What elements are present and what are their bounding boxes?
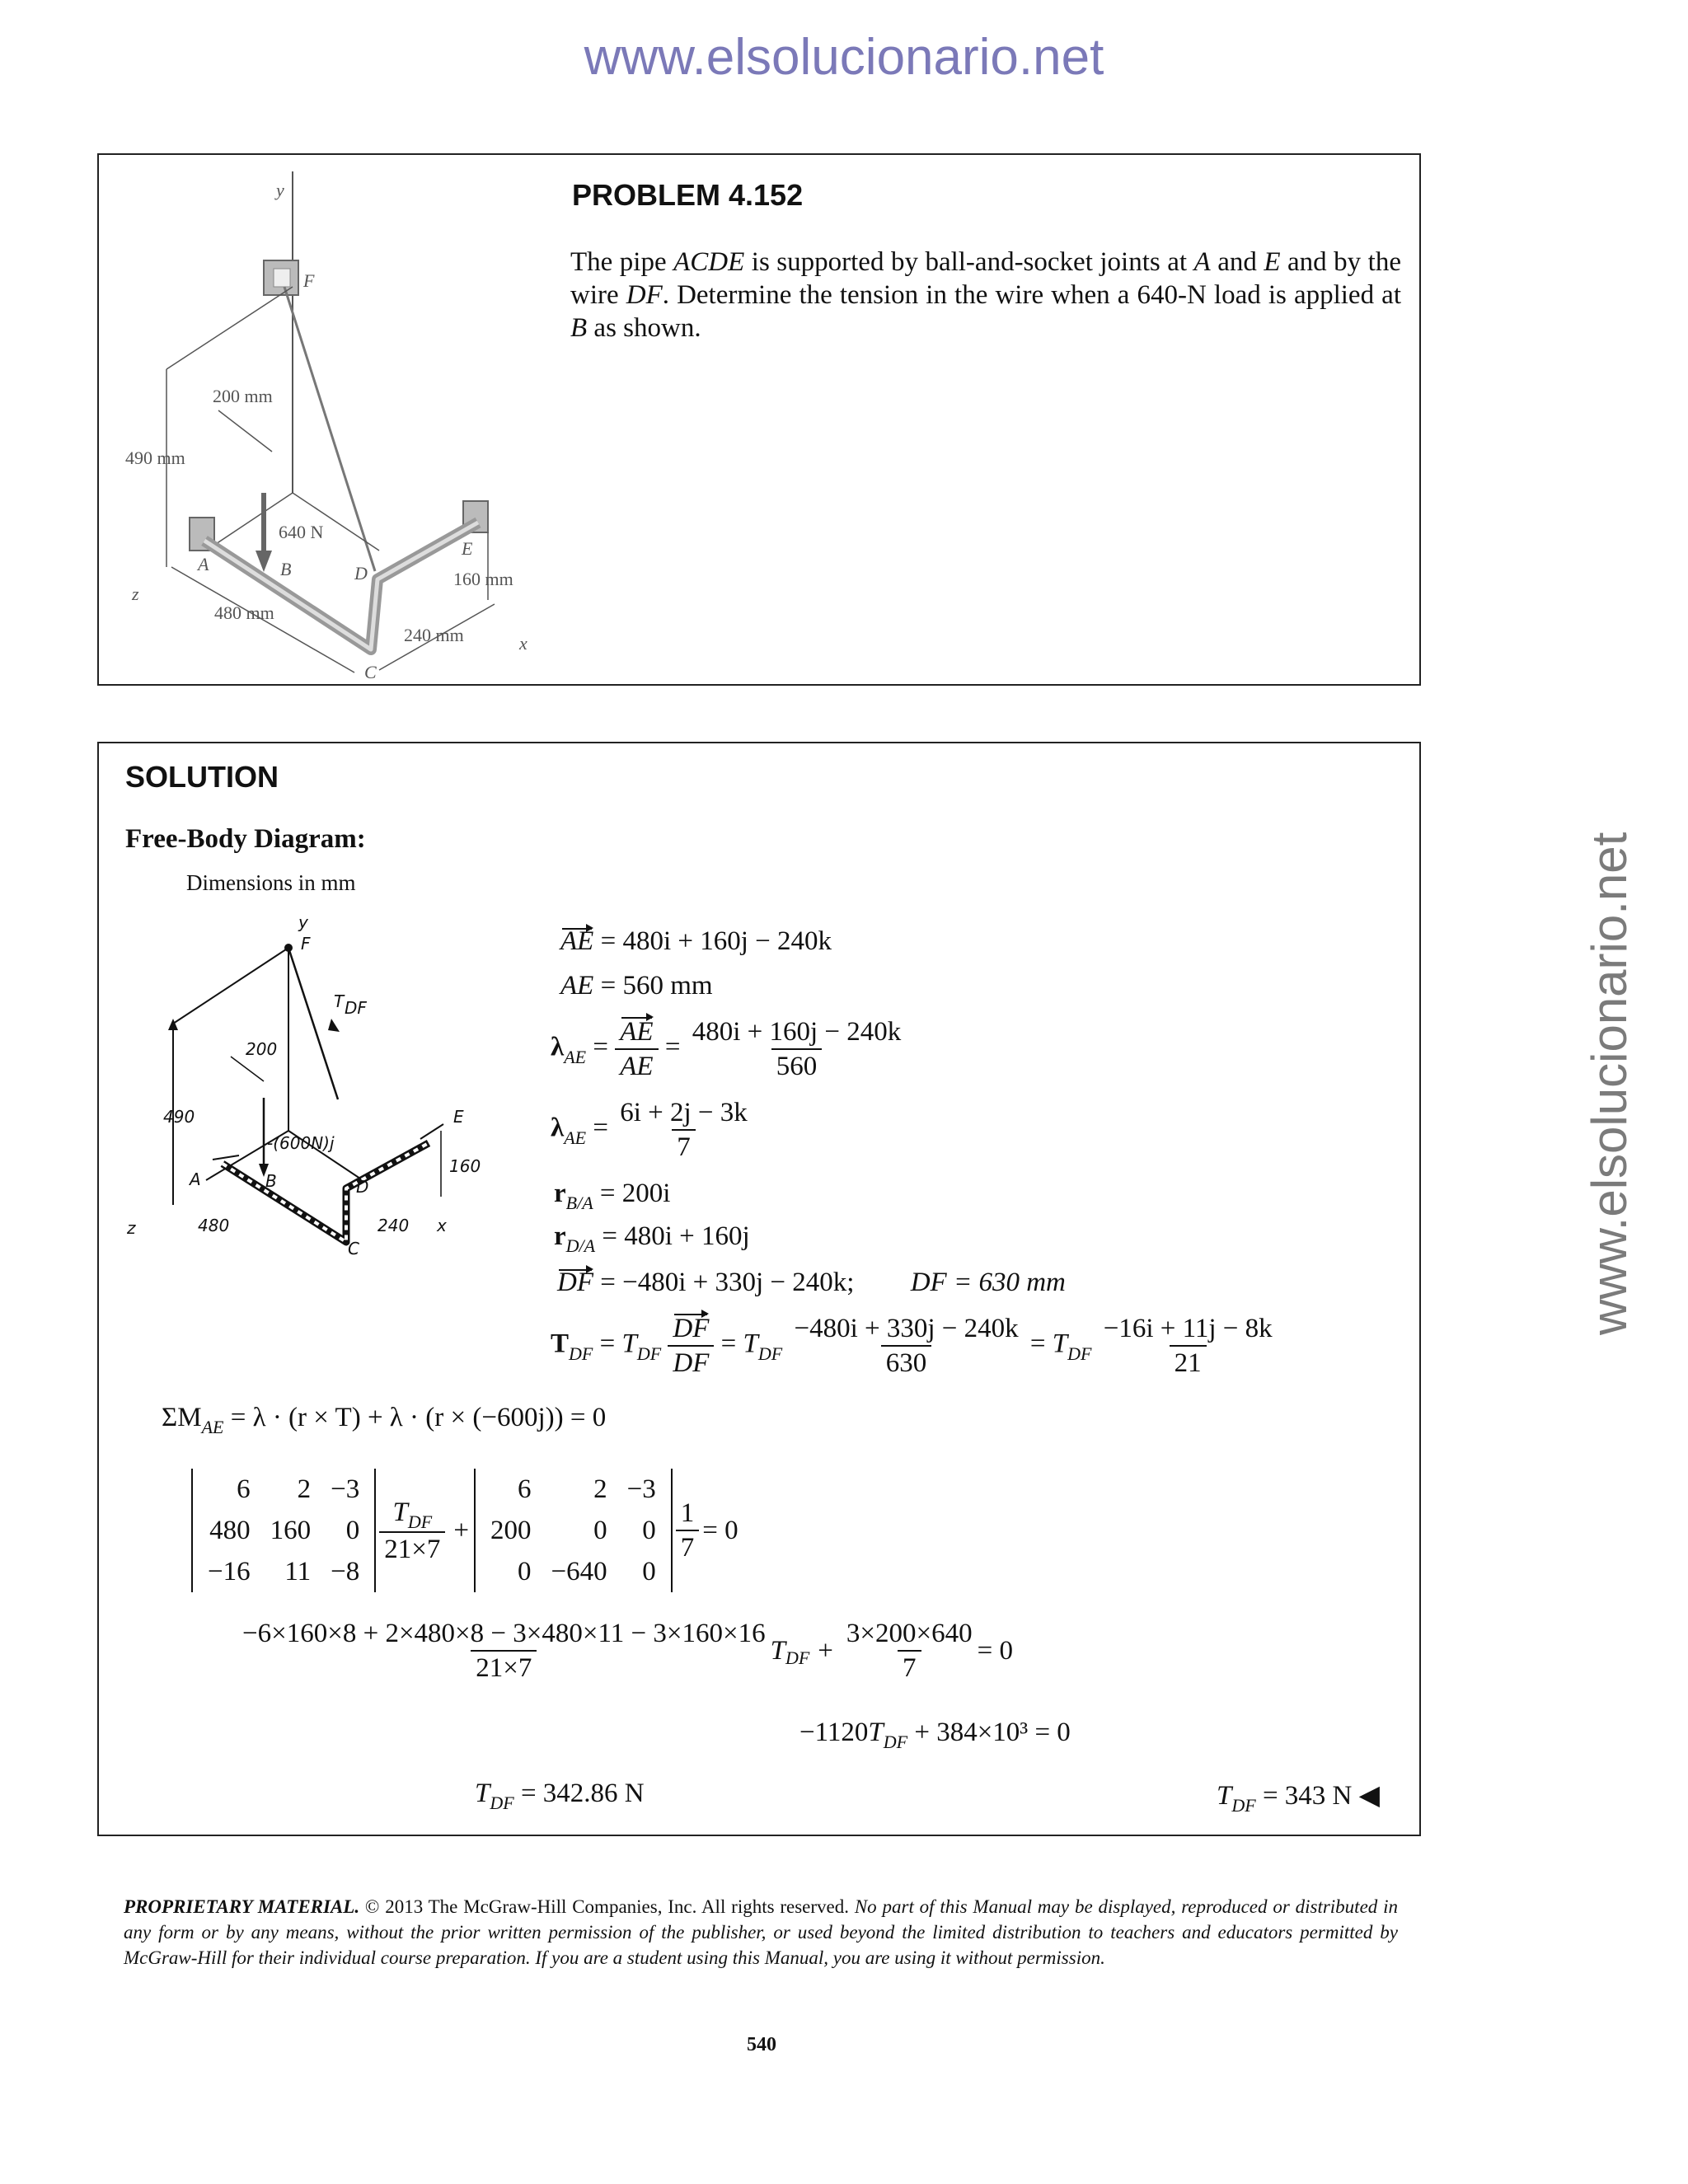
determinant-cell: 200: [490, 1515, 532, 1545]
sketch-E: E: [453, 1107, 464, 1127]
eq-lambda-2: $\lambda_{AE}$ = $\frac{6i + 2j - 3k}{7}$: [551, 1098, 748, 1162]
label-C: C: [364, 662, 377, 682]
eq-ae-vector: AE = 480i + 160j − 240k: [560, 926, 832, 956]
eq-determinants: 6 2 −3 480 160 0 −16 11 −8 $T_{DF}$ 21×7 + 6 2 −3 200 0 0 0 −640 0 $\frac{1}{7}$ = 0: [191, 1469, 738, 1592]
determinant-cell: 6: [237, 1474, 251, 1504]
determinant-cell: 160: [270, 1515, 312, 1545]
load-label: 640 N: [279, 522, 324, 542]
determinant-row: [198, 1510, 369, 1551]
fbd-sketch: [115, 908, 577, 1258]
dim-240: 240 mm: [404, 625, 464, 645]
axis-z-label: z: [132, 583, 139, 604]
eq-df-vector: DF = −480i + 330j − 240k; DF = 630 mm: [557, 1268, 1066, 1297]
problem-box: [97, 153, 1421, 686]
determinant-row: [481, 1510, 666, 1551]
determinant-cell: 0: [642, 1556, 656, 1586]
eq-moment: $\Sigma M_{AE} = \lambda \cdot (r \times T) + \lambda \cdot (r \times (-600j)) = 0$: [162, 1403, 607, 1437]
sketch-x: x: [437, 1216, 447, 1235]
determinant-row: [198, 1469, 369, 1510]
problem-statement: The pipe ACDE is supported by ball-and-socket joints at A and E and by the wire DF. Determine the tension in the wire when a 640-N load is applied at B as shown.: [570, 247, 1401, 343]
determinant-cell: 11: [284, 1556, 312, 1586]
label-A: A: [198, 554, 209, 574]
dim-200: 200 mm: [213, 386, 273, 406]
determinant-cell: −8: [331, 1556, 360, 1586]
label-E: E: [462, 538, 473, 559]
determinant-cell: 6: [518, 1474, 532, 1504]
sketch-load: -(600N)j: [267, 1133, 335, 1153]
determinant-2: [474, 1469, 673, 1592]
axis-x-label: x: [519, 633, 528, 654]
axis-y-label: y: [276, 180, 284, 200]
solution-title: SOLUTION: [125, 760, 279, 794]
eq-r-ba: $r_{B/A} = 200i$: [554, 1179, 671, 1213]
determinant-cell: 0: [518, 1556, 532, 1586]
label-B: B: [280, 559, 292, 579]
sketch-240: 240: [377, 1216, 410, 1235]
eq-lambda-1: $\lambda_{AE}$ = $\frac{AE}{AE}$ = $\frac{480i + 160j - 240k}{560}$: [551, 1017, 902, 1081]
eq-t-df: $T_{DF} = T_{DF}$ $\frac{DF}{DF}$ = $T_{DF}$ $\frac{-480i + 330j - 240k}{630}$ = $T_{DF}$ $\frac{-16i + 11j - 8k}{21}$: [551, 1314, 1273, 1378]
sketch-T: T: [334, 991, 345, 1011]
sketch-F: F: [301, 934, 311, 954]
sketch-T-sub: DF: [345, 998, 367, 1018]
determinant-cell: 480: [209, 1515, 251, 1545]
determinant-row: [481, 1551, 666, 1592]
fbd-title: Free-Body Diagram:: [125, 824, 366, 854]
determinant-cell: 0: [345, 1515, 360, 1545]
sketch-490: 490: [163, 1107, 195, 1127]
determinant-row: [481, 1469, 666, 1510]
determinant-cell: −3: [331, 1474, 360, 1504]
determinant-cell: −3: [626, 1474, 656, 1504]
eq-result: $T_{DF} = 342.86$ N: [475, 1779, 645, 1813]
sketch-160: 160: [449, 1156, 481, 1176]
label-F: F: [303, 270, 315, 291]
eq-answer: $T_{DF} = 343$ N ◀: [1217, 1781, 1381, 1816]
dim-490: 490 mm: [125, 448, 185, 468]
label-D: D: [354, 563, 368, 583]
sketch-480: 480: [198, 1216, 230, 1235]
sketch-200: 200: [246, 1039, 278, 1059]
eq-ae-magnitude: AE = 560 mm: [560, 971, 713, 1001]
dim-160: 160 mm: [453, 569, 513, 589]
dims-note: Dimensions in mm: [186, 870, 356, 895]
watermark-top: www.elsolucionario.net: [584, 29, 1104, 86]
problem-figure: [107, 163, 635, 682]
sketch-z: z: [127, 1218, 136, 1238]
sketch-y: y: [298, 912, 308, 932]
determinant-cell: 2: [297, 1474, 312, 1504]
determinant-cell: −16: [208, 1556, 251, 1586]
sketch-B: B: [265, 1171, 277, 1191]
determinant-cell: −640: [551, 1556, 607, 1586]
determinant-cell: 0: [642, 1515, 656, 1545]
determinant-cell: 0: [593, 1515, 607, 1545]
determinant-1: [191, 1469, 376, 1592]
sketch-C: C: [348, 1239, 359, 1258]
footer-notice: PROPRIETARY MATERIAL. © 2013 The McGraw-Hill Companies, Inc. All rights reserved. No part of this Manual may be displayed, reproduced or distributed in any form or by any means, without the prior written permission of the publisher, or used beyond the limited distribution to teachers and educators permitted by McGraw-Hill for their individual course preparation. If you are a student using this Manual, you are using it without permission.: [124, 1896, 1398, 1968]
eq-expansion: −6×160×8 + 2×480×8 − 3×480×11 − 3×160×16 21×7 T DF + $\frac{3\times 200\times 640}{7}$ = 0: [242, 1619, 1014, 1683]
eq-r-da: $r_{D/A} = 480i + 160j$: [554, 1221, 750, 1256]
eq-linear: $-1120T_{DF} + 384\times 10^3 = 0$: [799, 1718, 1071, 1752]
sketch-A: A: [190, 1169, 201, 1189]
determinant-row: [198, 1551, 369, 1592]
dim-480: 480 mm: [214, 602, 274, 623]
sketch-D: D: [356, 1177, 369, 1197]
problem-title: PROBLEM 4.152: [572, 178, 804, 212]
determinant-cell: 2: [593, 1474, 607, 1504]
page-number: 540: [747, 2034, 776, 2055]
solution-box: [97, 742, 1421, 1836]
